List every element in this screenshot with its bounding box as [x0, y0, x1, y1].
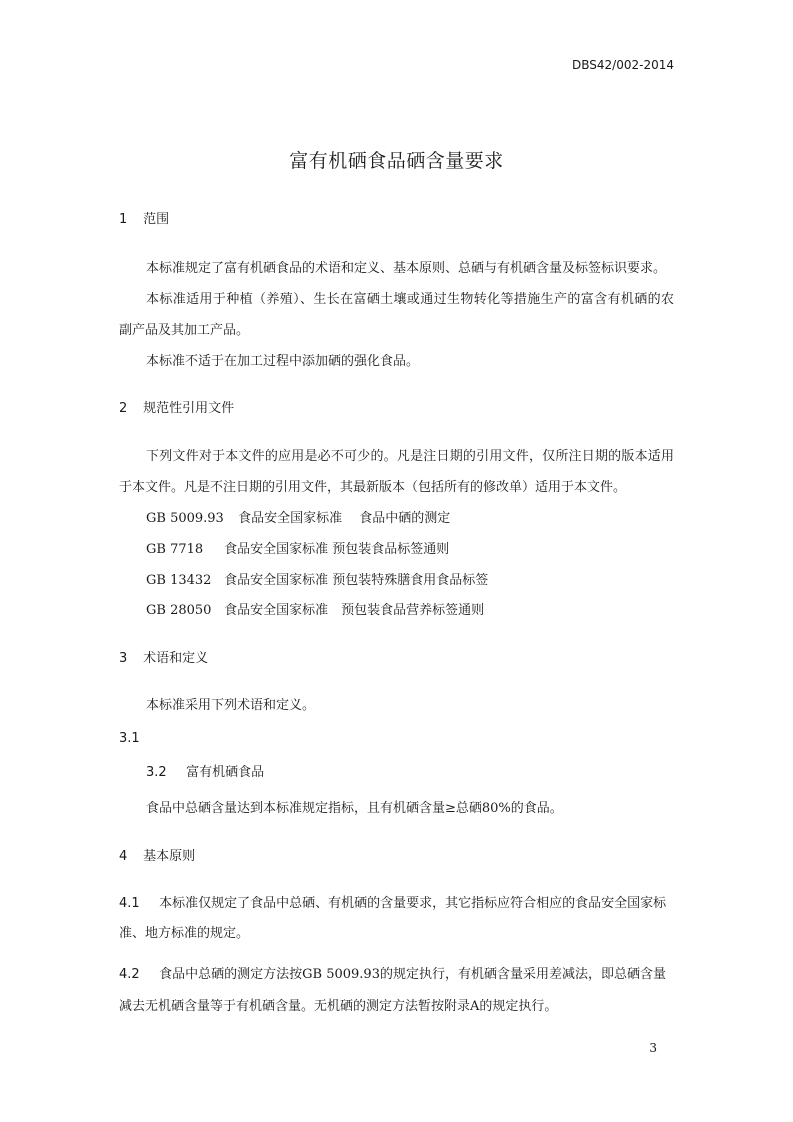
section-heading-scope	[119, 208, 169, 227]
section-heading-terms	[119, 647, 208, 666]
reference-title: 食品安全国家标准 预包装食品标签通则	[224, 542, 450, 557]
reference-title: 食品安全国家标准 预包装食品营养标签通则	[224, 603, 485, 618]
reference-code: GB 5009.93	[146, 511, 224, 526]
reference-code: GB 28050	[146, 603, 212, 618]
section-title: 基本原则	[143, 849, 196, 864]
page-title: 富有机硒食品硒含量要求	[289, 150, 504, 172]
reference-item	[146, 569, 488, 588]
section-number: 1	[119, 212, 128, 227]
clause	[119, 892, 666, 911]
clause-text: 食品中总硒的测定方法按GB 5009.93的规定执行，有机硒含量采用差减法，即总硒含量	[159, 967, 666, 982]
reference-item	[146, 507, 450, 526]
clause-continuation: 准、地方标准的规定。	[119, 926, 250, 941]
clause-number: 4.1	[119, 896, 140, 911]
section-title: 范围	[143, 212, 170, 227]
subsection-number: 3.1	[119, 731, 140, 746]
clause-number: 4.2	[119, 967, 140, 982]
section-number: 2	[119, 401, 128, 416]
paragraph: 本标准不适于在加工过程中添加硒的强化食品。	[146, 354, 420, 369]
section-title: 规范性引用文件	[143, 401, 235, 416]
reference-title: 食品安全国家标准 预包装特殊膳食用食品标签	[224, 573, 489, 588]
clause-continuation: 减去无机硒含量等于有机硒含量。无机硒的测定方法暂按附录A的规定执行。	[119, 999, 558, 1014]
clause	[119, 963, 666, 982]
paragraph: 本标准采用下列术语和定义。	[146, 698, 316, 713]
reference-code: GB 13432	[146, 573, 212, 588]
paragraph: 本标准规定了富有机硒食品的术语和定义、基本原则、总硒与有机硒含量及标签标识要求。	[146, 261, 667, 276]
paragraph: 本标准适用于种植（养殖）、生长在富硒土壤或通过生物转化等措施生产的富含有机硒的农	[146, 292, 674, 307]
section-heading-basic-principles	[119, 845, 195, 864]
document-code: DBS42/002-2014	[572, 58, 674, 72]
section-heading-normative-references	[119, 397, 234, 416]
reference-code: GB 7718	[146, 542, 204, 557]
clause-text: 本标准仅规定了食品中总硒、有机硒的含量要求，其它指标应符合相应的食品安全国家标	[159, 896, 667, 911]
definition-text: 食品中总硒含量达到本标准规定指标，且有机硒含量≥总硒80%的食品。	[146, 801, 563, 816]
reference-title: 食品安全国家标准 食品中硒的测定	[238, 511, 451, 526]
reference-item	[146, 538, 449, 557]
paragraph: 于本文件。凡是不注日期的引用文件，其最新版本（包括所有的修改单）适用于本文件。	[119, 480, 627, 495]
paragraph: 副产品及其加工产品。	[119, 323, 250, 338]
page-number: 3	[649, 1041, 657, 1055]
section-number: 3	[119, 651, 128, 666]
subsection-heading	[146, 761, 264, 780]
reference-item	[146, 599, 484, 618]
section-title: 术语和定义	[143, 651, 209, 666]
subsection-title: 富有机硒食品	[186, 765, 265, 780]
section-number: 4	[119, 849, 128, 864]
paragraph: 下列文件对于本文件的应用是必不可少的。凡是注日期的引用文件，仅所注日期的版本适用	[146, 449, 674, 464]
subsection-number: 3.2	[146, 765, 167, 780]
